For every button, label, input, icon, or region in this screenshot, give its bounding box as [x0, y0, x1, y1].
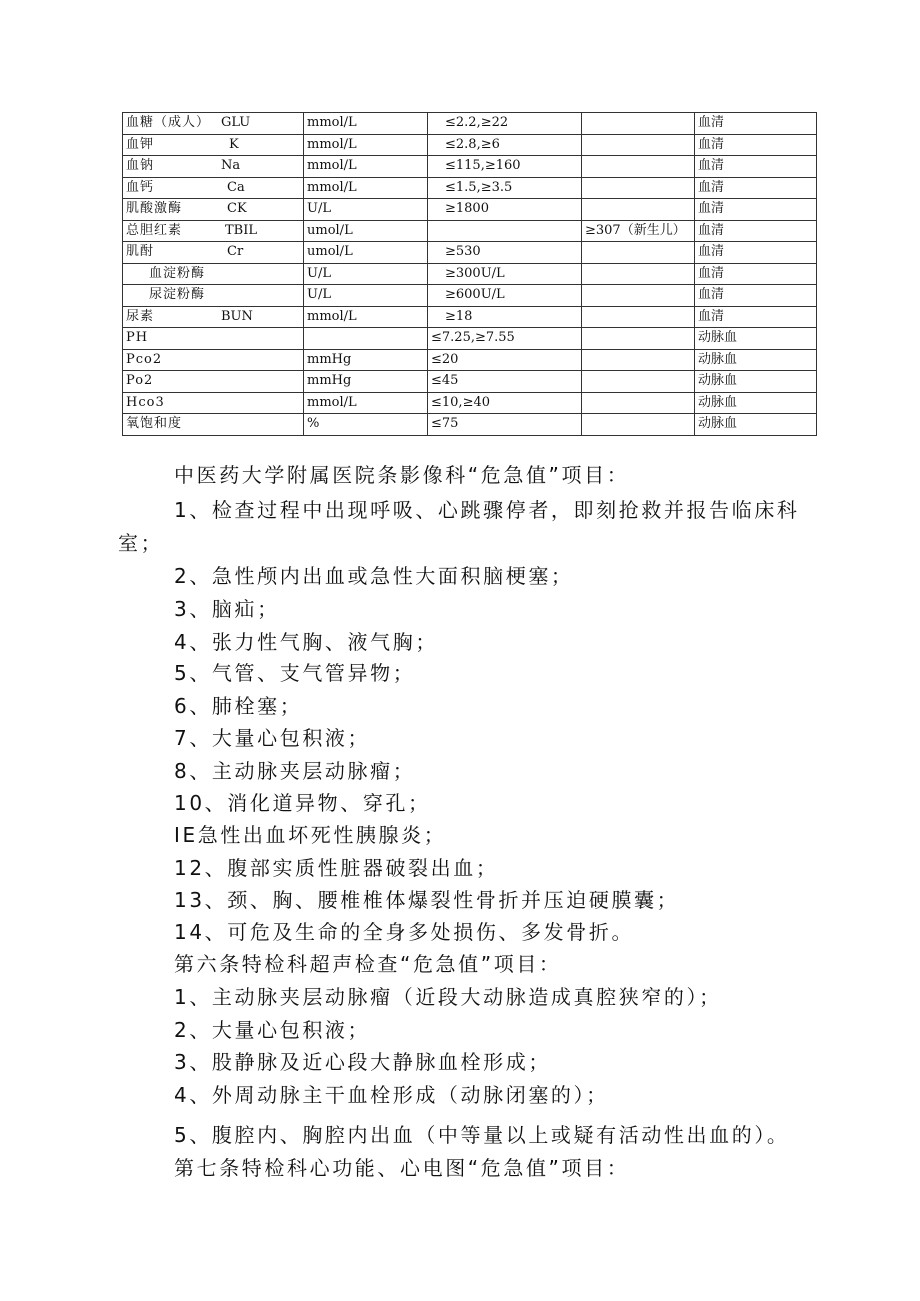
- unit-cell: [304, 328, 428, 350]
- specimen-cell: [695, 134, 817, 156]
- critical-range-cell: [428, 371, 582, 393]
- table-row: [123, 349, 817, 371]
- unit-cell: [304, 349, 428, 371]
- test-name: PH: [126, 330, 149, 346]
- test-name-cell: [123, 199, 304, 221]
- table-row: [123, 392, 817, 414]
- table-row: [123, 285, 817, 307]
- imaging-item-2: 2、急性颅内出血或急性大面积脑梗塞；: [174, 564, 574, 588]
- test-name-cell: [123, 285, 304, 307]
- test-name: 尿素: [126, 308, 155, 324]
- critical-range-cell: [428, 263, 582, 285]
- unit-value: mmol/L: [307, 158, 357, 174]
- unit-cell: [304, 134, 428, 156]
- unit-cell: [304, 156, 428, 178]
- specimen-value: 血清: [698, 222, 725, 238]
- unit-value: mmol/L: [307, 179, 357, 195]
- specimen-value: 血清: [698, 158, 725, 174]
- specimen-value: 血清: [698, 179, 725, 195]
- unit-cell: [304, 285, 428, 307]
- specimen-cell: [695, 285, 817, 307]
- ultrasound-item-2: 2、大量心包积液；: [174, 1018, 371, 1042]
- critical-range-cell: [428, 392, 582, 414]
- specimen-cell: [695, 371, 817, 393]
- neonatal-range-cell: [582, 414, 695, 436]
- critical-range-value: [431, 223, 445, 238]
- test-abbreviation: TBIL: [225, 222, 257, 238]
- neonatal-range-cell: [582, 113, 695, 135]
- neonatal-range-cell: [582, 306, 695, 328]
- test-name: 总胆红素: [126, 222, 183, 238]
- test-name-cell: [123, 177, 304, 199]
- imaging-item-10: 10、消化道异物、穿孔；: [174, 791, 431, 815]
- imaging-item-7: 7、大量心包积液；: [174, 726, 371, 750]
- neonatal-range-cell: [582, 263, 695, 285]
- critical-range-value: ≤20: [431, 351, 459, 367]
- unit-cell: [304, 199, 428, 221]
- test-name: 血淀粉酶: [149, 265, 206, 281]
- critical-range-value: ≥300U/L: [445, 265, 505, 281]
- critical-range-cell: [428, 199, 582, 221]
- table-row: [123, 134, 817, 156]
- test-abbreviation: GLU: [221, 115, 251, 131]
- test-name-cell: [123, 328, 304, 350]
- ultrasound-item-5: 5、腹腔内、胸腔内出血（中等量以上或疑有活动性出血的）。: [174, 1123, 790, 1147]
- specimen-cell: [695, 306, 817, 328]
- critical-range-value: ≥600U/L: [445, 287, 505, 303]
- test-name: Hco3: [126, 394, 165, 410]
- specimen-value: 血清: [698, 287, 725, 303]
- table-row: [123, 177, 817, 199]
- table-row: [123, 156, 817, 178]
- neonatal-range-cell: [582, 371, 695, 393]
- neonatal-range-cell: [582, 156, 695, 178]
- test-abbreviation: Cr: [227, 244, 244, 260]
- test-name: 血糖（成人）: [126, 115, 211, 131]
- critical-range-value: ≤1.5,≥3.5: [445, 179, 513, 195]
- specimen-cell: [695, 113, 817, 135]
- specimen-value: 动脉血: [698, 351, 738, 367]
- critical-value-table: [122, 112, 817, 436]
- critical-range-value: ≤7.25,≥7.55: [431, 330, 515, 346]
- neonatal-range-cell: [582, 242, 695, 264]
- ecg-heading: 第七条特检科心功能、心电图“危急值”项目：: [174, 1156, 630, 1180]
- critical-range-cell: [428, 349, 582, 371]
- unit-value: mmHg: [307, 373, 352, 389]
- table-row: [123, 113, 817, 135]
- neonatal-range-cell: [582, 177, 695, 199]
- neonatal-range-cell: [582, 134, 695, 156]
- critical-range-cell: [428, 414, 582, 436]
- critical-range-cell: [428, 285, 582, 307]
- test-name: 血钙: [126, 179, 155, 195]
- neonatal-range-cell: [582, 199, 695, 221]
- unit-cell: [304, 371, 428, 393]
- critical-range-value: ≥1800: [445, 201, 489, 217]
- unit-cell: [304, 242, 428, 264]
- test-name-cell: [123, 349, 304, 371]
- imaging-item-6: 6、肺栓塞；: [174, 694, 303, 718]
- test-abbreviation: CK: [227, 201, 247, 217]
- specimen-value: 动脉血: [698, 373, 738, 389]
- unit-value: mmHg: [307, 351, 352, 367]
- test-abbreviation: Ca: [227, 179, 245, 195]
- test-name-cell: [123, 242, 304, 264]
- imaging-item-5: 5、气管、支气管异物；: [174, 661, 416, 685]
- specimen-cell: [695, 392, 817, 414]
- test-name-cell: [123, 371, 304, 393]
- critical-range-value: ≤75: [431, 416, 459, 432]
- specimen-cell: [695, 177, 817, 199]
- table-row: [123, 371, 817, 393]
- test-name-cell: [123, 134, 304, 156]
- table-row: [123, 242, 817, 264]
- test-name: 肌酸激酶: [126, 201, 183, 217]
- ultrasound-item-1: 1、主动脉夹层动脉瘤（近段大动脉造成真腔狭窄的）；: [174, 985, 722, 1009]
- unit-value: mmol/L: [307, 308, 357, 324]
- unit-cell: [304, 414, 428, 436]
- test-name: 尿淀粉酶: [149, 287, 206, 303]
- ultrasound-item-3: 3、股静脉及近心段大静脉血栓形成；: [174, 1050, 551, 1074]
- unit-value: umol/L: [307, 222, 353, 238]
- imaging-item-1: 1、检查过程中出现呼吸、心跳骤停者，即刻抢救并报告临床科: [174, 498, 800, 522]
- test-name: 血钠: [126, 158, 155, 174]
- neonatal-range-cell: [582, 349, 695, 371]
- specimen-value: 动脉血: [698, 330, 738, 346]
- unit-value: mmol/L: [307, 136, 357, 152]
- test-name-cell: [123, 220, 304, 242]
- neonatal-range-cell: [582, 328, 695, 350]
- specimen-value: 血清: [698, 265, 725, 281]
- unit-value: U/L: [307, 265, 331, 281]
- neonatal-range-cell: [582, 220, 695, 242]
- test-abbreviation: K: [229, 136, 239, 152]
- specimen-value: 动脉血: [698, 394, 738, 410]
- unit-cell: [304, 392, 428, 414]
- ultrasound-heading: 第六条特检科超声检查“危急值”项目：: [174, 952, 562, 976]
- critical-range-value: ≤10,≥40: [431, 394, 491, 410]
- critical-range-value: ≤2.2,≥22: [445, 115, 509, 131]
- table-row: [123, 220, 817, 242]
- specimen-cell: [695, 242, 817, 264]
- table-row: [123, 263, 817, 285]
- unit-value: %: [307, 416, 320, 432]
- specimen-cell: [695, 263, 817, 285]
- critical-range-value: ≤45: [431, 373, 459, 389]
- critical-range-cell: [428, 242, 582, 264]
- unit-value: umol/L: [307, 244, 353, 260]
- critical-range-cell: [428, 328, 582, 350]
- neonatal-range-cell: [582, 285, 695, 307]
- test-name: 肌酎: [126, 244, 155, 260]
- test-name-cell: [123, 414, 304, 436]
- unit-cell: [304, 177, 428, 199]
- imaging-heading: 中医药大学附属医院条影像科“危急值”项目：: [174, 463, 630, 487]
- unit-cell: [304, 263, 428, 285]
- neonatal-range-cell: [582, 392, 695, 414]
- table-row: [123, 199, 817, 221]
- unit-value: mmol/L: [307, 115, 357, 131]
- specimen-value: 血清: [698, 308, 725, 324]
- test-name-cell: [123, 306, 304, 328]
- unit-cell: [304, 220, 428, 242]
- imaging-item-13: 13、颈、胸、腰椎椎体爆裂性骨折并压迫硬膜囊；: [174, 888, 680, 912]
- table-row: [123, 414, 817, 436]
- test-name-cell: [123, 263, 304, 285]
- specimen-value: 血清: [698, 115, 725, 131]
- test-name: Po2: [126, 373, 154, 389]
- test-name-cell: [123, 392, 304, 414]
- unit-value: U/L: [307, 201, 331, 217]
- critical-range-cell: [428, 134, 582, 156]
- critical-range-cell: [428, 113, 582, 135]
- specimen-value: 血清: [698, 244, 725, 260]
- unit-value: U/L: [307, 287, 331, 303]
- imaging-item-14: 14、可危及生命的全身多处损伤、多发骨折。: [174, 920, 635, 944]
- critical-value-table-body: [123, 113, 817, 436]
- test-name: 氧饱和度: [126, 416, 183, 432]
- imaging-item-1-continued: 室；: [118, 531, 164, 555]
- critical-range-value: ≤2.8,≥6: [445, 136, 500, 152]
- imaging-item-12: 12、腹部实质性脏器破裂出血；: [174, 856, 499, 880]
- specimen-value: 血清: [698, 136, 725, 152]
- imaging-item-3: 3、脑疝；: [174, 597, 280, 621]
- ultrasound-item-4: 4、外周动脉主干血栓形成（动脉闭塞的）；: [174, 1083, 609, 1107]
- specimen-cell: [695, 156, 817, 178]
- specimen-cell: [695, 414, 817, 436]
- neonatal-range-value: ≥307（新生儿）: [585, 222, 686, 238]
- specimen-value: 动脉血: [698, 416, 738, 432]
- critical-range-value: ≥530: [445, 244, 481, 260]
- specimen-cell: [695, 220, 817, 242]
- critical-range-cell: [428, 156, 582, 178]
- imaging-item-8: 8、主动脉夹层动脉瘤；: [174, 759, 416, 783]
- unit-cell: [304, 113, 428, 135]
- imaging-item-4: 4、张力性气胸、液气胸；: [174, 630, 438, 654]
- test-abbreviation: BUN: [221, 308, 253, 324]
- specimen-value: 血清: [698, 201, 725, 217]
- test-name: Pco2: [126, 351, 163, 367]
- table-row: [123, 306, 817, 328]
- critical-range-value: ≤115,≥160: [445, 158, 521, 174]
- imaging-item-11: IE急性出血坏死性胰腺炎；: [174, 823, 447, 847]
- test-abbreviation: Na: [221, 158, 241, 174]
- test-name-cell: [123, 113, 304, 135]
- specimen-cell: [695, 199, 817, 221]
- critical-range-cell: [428, 220, 582, 242]
- critical-range-value: ≥18: [445, 308, 473, 324]
- critical-range-cell: [428, 177, 582, 199]
- unit-cell: [304, 306, 428, 328]
- specimen-cell: [695, 349, 817, 371]
- critical-range-cell: [428, 306, 582, 328]
- specimen-cell: [695, 328, 817, 350]
- test-name-cell: [123, 156, 304, 178]
- test-name: 血钾: [126, 136, 155, 152]
- unit-value: mmol/L: [307, 394, 357, 410]
- table-row: [123, 328, 817, 350]
